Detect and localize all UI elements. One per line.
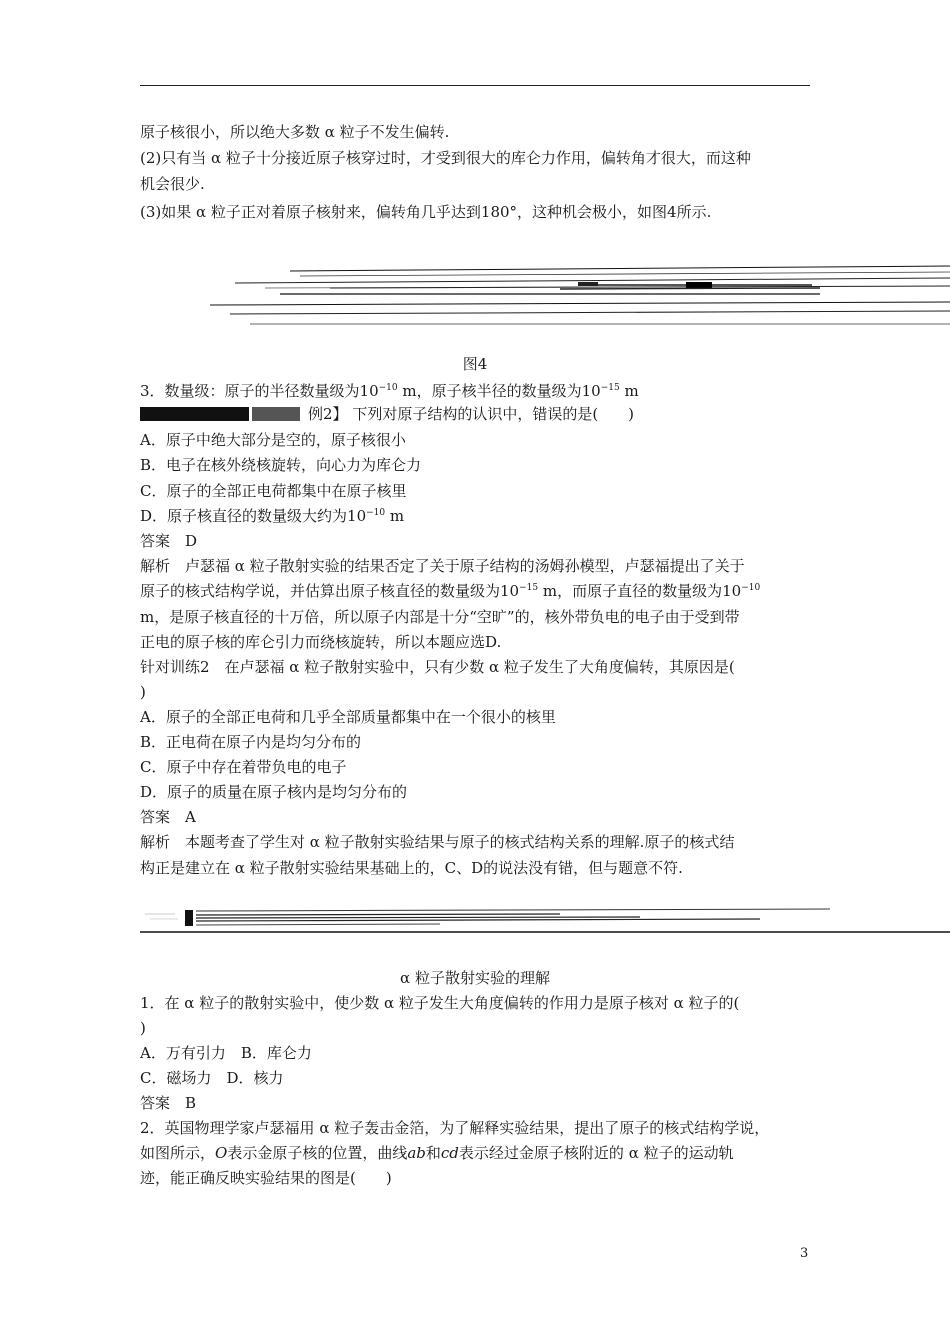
option-c: C．原子的全部正电荷都集中在原子核里 [140, 482, 407, 500]
training-question: 针对训练2 在卢瑟福 α 粒子散射实验中，只有少数 α 粒子发生了大角度偏转，其原因是( [140, 658, 735, 676]
q2-symbol-ab: ab [407, 1144, 426, 1162]
figure-4-scattering-image [0, 258, 950, 338]
example-label: 例2】 [308, 405, 348, 423]
option-b: B．正电荷在原子内是均匀分布的 [140, 733, 362, 751]
analysis-exp-1: −15 [519, 583, 539, 593]
answer: 答案 B [140, 1094, 197, 1112]
analysis-text: m，而原子直径的数量级为10 [538, 582, 742, 600]
training-question-cont: ) [140, 683, 146, 701]
magnitude-line [140, 381, 639, 401]
magnitude-exp-1: −10 [378, 383, 398, 393]
figure-caption: 图4 [462, 355, 488, 373]
example-2-question [140, 404, 634, 424]
analysis-line: 正电的原子核的库仑引力而绕核旋转，所以本题应选D. [140, 633, 502, 651]
option-d-prefix: D．原子核直径的数量级大约为10 [140, 507, 367, 525]
option-d [140, 506, 404, 526]
text-line: 机会很少. [140, 175, 205, 193]
magnitude-exp-2: −15 [600, 383, 620, 393]
question-1-options-row: A．万有引力 B．库仑力 [140, 1044, 312, 1062]
question-1: 1．在 α 粒子的散射实验中，使少数 α 粒子发生大角度偏转的作用力是原子核对 α 粒子的( [140, 994, 740, 1012]
q2-text: 如图所示， [140, 1144, 216, 1162]
analysis-line: 构正是建立在 α 粒子散射实验结果基础上的，C、D的说法没有错，但与题意不符. [140, 859, 683, 877]
header-rule [140, 85, 810, 86]
text-line: (3)如果 α 粒子正对着原子核射来，偏转角几乎达到180°，这种机会极小，如图4所示. [140, 203, 712, 221]
answer: 答案 A [140, 808, 196, 826]
option-a: A．原子的全部正电荷和几乎全部质量都集中在一个很小的核里 [140, 708, 556, 726]
option-c: C．原子中存在着带负电的电子 [140, 758, 347, 776]
magnitude-suffix: m [619, 382, 639, 400]
example-banner-bar [140, 407, 300, 421]
analysis-exp-2: −10 [741, 583, 761, 593]
option-a: A．原子中绝大部分是空的，原子核很小 [140, 431, 406, 449]
analysis-line: 解析 卢瑟福 α 粒子散射实验的结果否定了关于原子结构的汤姆孙模型，卢瑟福提出了关于 [140, 557, 745, 575]
question-2: 2．英国物理学家卢瑟福用 α 粒子轰击金箔，为了解释实验结果，提出了原子的核式结构学说， [140, 1119, 770, 1137]
section-divider [0, 905, 950, 935]
option-d-exp: −10 [366, 508, 386, 518]
magnitude-mid: m，原子核半径的数量级为10 [397, 382, 601, 400]
option-d: D．原子的质量在原子核内是均匀分布的 [140, 783, 408, 801]
option-b: B．电子在核外绕核旋转，向心力为库仑力 [140, 456, 422, 474]
option-d-suffix: m [385, 507, 405, 525]
q2-text: 和 [425, 1144, 441, 1162]
analysis-line [140, 581, 760, 601]
text-line: 原子核很小，所以绝大多数 α 粒子不发生偏转. [140, 123, 450, 141]
example-question-text: 下列对原子结构的认识中，错误的是( ) [352, 405, 635, 423]
q2-symbol-cd: cd [440, 1144, 459, 1162]
text-line: (2)只有当 α 粒子十分接近原子核穿过时，才受到很大的库仑力作用，偏转角才很大，而这种 [140, 149, 751, 167]
analysis-line: 解析 本题考查了学生对 α 粒子散射实验结果与原子的核式结构关系的理解.原子的核式结 [140, 833, 735, 851]
section-title: α 粒子散射实验的理解 [400, 969, 550, 987]
q2-symbol-o: O [215, 1144, 228, 1162]
analysis-line: m，是原子核直径的十万倍，所以原子内部是十分“空旷”的，核外带负电的电子由于受到带 [140, 608, 740, 626]
question-1-cont: ) [140, 1019, 146, 1037]
magnitude-prefix: 3．数量级：原子的半径数量级为10 [140, 382, 379, 400]
question-1-options-row: C．磁场力 D．核力 [140, 1069, 284, 1087]
analysis-text: 原子的核式结构学说，并估算出原子核直径的数量级为10 [140, 582, 520, 600]
answer: 答案 D [140, 532, 198, 550]
q2-text: 表示金原子核的位置，曲线 [227, 1144, 408, 1162]
page-number: 3 [800, 1246, 809, 1261]
q2-text: 表示经过金原子核附近的 α 粒子的运动轨 [458, 1144, 734, 1162]
question-2-line [140, 1143, 734, 1163]
question-2-line: 迹，能正确反映实验结果的图是( ) [140, 1169, 392, 1187]
